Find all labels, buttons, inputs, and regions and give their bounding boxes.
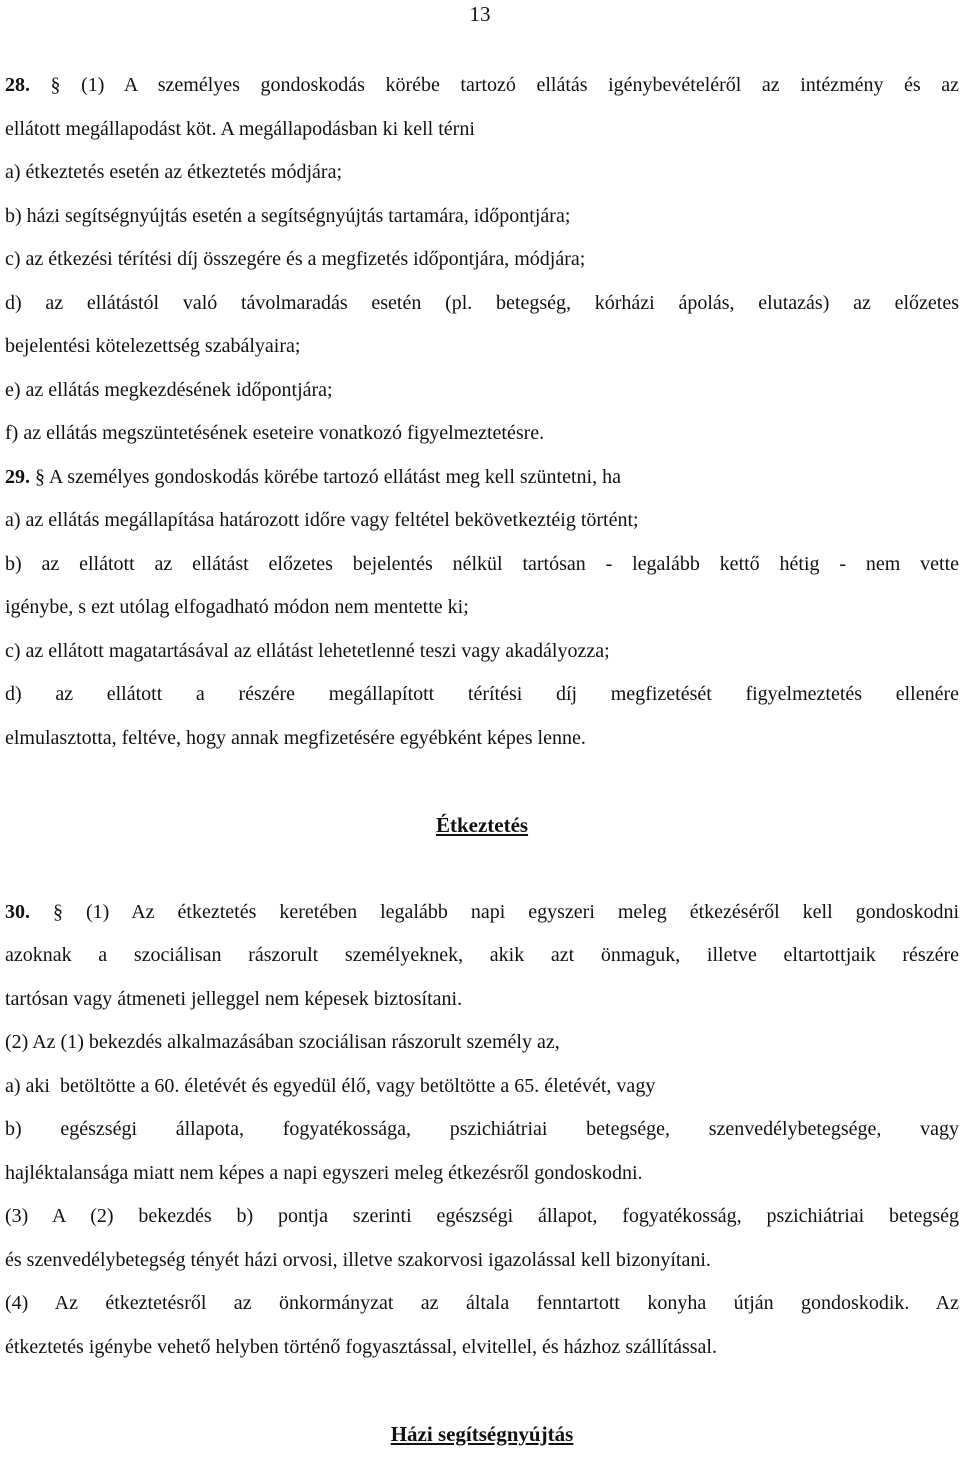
section-30-line-2: azoknak a szociálisan rászorult személyeknek, akik azt önmaguk, illetve eltartottjaik részére xyxy=(5,944,959,966)
section-text: § (1) A személyes gondoskodás körébe tartozó ellátás igénybevételéről az intézmény és az xyxy=(50,74,960,96)
section-number: 30. xyxy=(5,900,30,923)
section-30-para-3-line-1: (3) A (2) bekezdés b) pontja szerinti egészségi állapot, fogyatékosság, pszichiátriai betegség xyxy=(5,1205,959,1227)
section-29-item-d-line-2: elmulasztotta, feltéve, hogy annak megfizetésére egyébként képes lenne. xyxy=(5,726,586,749)
page-number: 13 xyxy=(469,2,491,26)
section-30-para-2-item-a: a) aki betöltötte a 60. életévét és egyedül élő, vagy betöltötte a 65. életévét, vagy xyxy=(5,1074,656,1097)
section-30-para-4-line-2: étkeztetés igénybe vehető helyben történő fogyasztással, elvitellel, és házhoz szállítással. xyxy=(5,1335,717,1358)
document-body xyxy=(5,64,959,1456)
section-28-item-e: e) az ellátás megkezdésének időpontjára; xyxy=(5,378,333,401)
section-28-item-d-line-2: bejelentési kötelezettség szabályaira; xyxy=(5,335,301,357)
section-28-item-a: a) étkeztetés esetén az étkeztetés módjára; xyxy=(5,161,343,183)
section-number: 29. xyxy=(5,465,30,488)
section-28-item-b: b) házi segítségnyújtás esetén a segítségnyújtás tartamára, időpontjára; xyxy=(5,204,571,227)
section-29-item-a: a) az ellátás megállapítása határozott időre vagy feltétel bekövetkeztéig történt; xyxy=(5,509,639,531)
heading-hazi-segitsegnyujtas: Házi segítségnyújtás xyxy=(390,1421,574,1446)
section-29-line-1 xyxy=(5,456,959,500)
section-30-para-3-line-2: és szenvedélybetegség tényét házi orvosi, illetve szakorvosi igazolással kell bizonyítani. xyxy=(5,1248,711,1271)
section-text: § A személyes gondoskodás körébe tartozó ellátást meg kell szüntetni, ha xyxy=(35,465,621,488)
heading-etkeztetes: Étkeztetés xyxy=(435,812,529,837)
section-29-item-b-line-2: igénybe, s ezt utólag elfogadható módon nem mentette ki; xyxy=(5,596,469,618)
section-number: 28. xyxy=(5,74,30,96)
section-28-item-c: c) az étkezési térítési díj összegére és a megfizetés időpontjára, módjára; xyxy=(5,248,586,270)
section-30-line-1 xyxy=(5,891,959,935)
section-29-item-d-line-1: d) az ellátott a részére megállapított térítési díj megfizetését figyelmeztetés ellenére xyxy=(5,683,959,705)
section-30-para-2: (2) Az (1) bekezdés alkalmazásában szociálisan rászorult személy az, xyxy=(5,1031,560,1053)
section-28-item-d-line-1: d) az ellátástól való távolmaradás esetén (pl. betegség, kórházi ápolás, elutazás) az előzetes xyxy=(5,291,959,314)
section-text: § (1) Az étkeztetés keretében legalább napi egyszeri meleg étkezéséről kell gondoskodni xyxy=(53,900,960,923)
section-28-item-f: f) az ellátás megszüntetésének eseteire vonatkozó figyelmeztetésre. xyxy=(5,422,545,444)
section-30-para-4-line-1: (4) Az étkeztetésről az önkormányzat az általa fenntartott konyha útján gondoskodik. Az xyxy=(5,1292,959,1314)
section-29-item-b-line-1: b) az ellátott az ellátást előzetes bejelentés nélkül tartósan - legalább kettő hétig - nem vette xyxy=(5,552,959,575)
section-30-para-2-item-b-line-1: b) egészségi állapota, fogyatékossága, pszichiátriai betegsége, szenvedélybetegsége, vagy xyxy=(5,1118,959,1140)
section-30-line-3: tartósan vagy átmeneti jelleggel nem képesek biztosítani. xyxy=(5,987,463,1010)
section-28-line-2: ellátott megállapodást köt. A megállapodásban ki kell térni xyxy=(5,117,475,140)
section-28-line-1 xyxy=(5,64,959,108)
section-30-para-2-item-b-line-2: hajléktalansága miatt nem képes a napi egyszeri meleg étkezésről gondoskodni. xyxy=(5,1161,643,1184)
section-29-item-c: c) az ellátott magatartásával az ellátást lehetetlenné teszi vagy akadályozza; xyxy=(5,639,610,662)
